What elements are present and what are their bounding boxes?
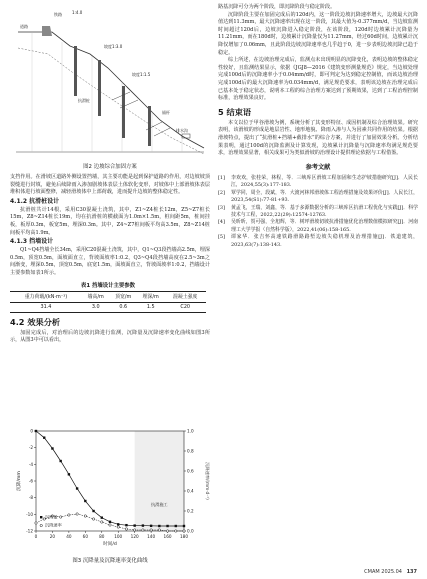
settlement-point (76, 487, 78, 489)
x-tick-label: 20 (49, 534, 56, 539)
fig1-label-h1: 1:4.0 (72, 10, 83, 15)
rate-point (133, 529, 135, 531)
rate-point (101, 521, 103, 523)
fig1-label-anchor: 锚杆 (162, 110, 170, 115)
reference-text: 谭家华．张吉怀高速铁路滑路路堑边坡失稳机理及治理措施[J]．铁道建筑，2023,63(7):138-143. (231, 234, 418, 248)
section-5-heading: 5 结束语 (218, 106, 252, 117)
table-header-row (10, 291, 206, 302)
references-title: 参考文献 (305, 163, 331, 171)
y-tick-label: 0 (30, 428, 33, 434)
x-axis-label: 时间/d (103, 542, 117, 547)
settlement-point (43, 436, 45, 438)
table-1-caption: 表1 挡墙设计主要参数 (80, 282, 136, 289)
right-column (218, 4, 418, 249)
left-paragraph-1: 支挡作用。在滑坡区道路外侧设置挡墙，其主要功能是起到保护道路的作用，对边坡坡顶裂缝进行封填，避免后续降雨入渗加剧坡体表层土体软化变形，对坡体中上部滑坡体表层堆积体进行坡面整修，减轻滑坡体中上部荷载，进而提升边坡的整体稳定性。 (10, 174, 210, 196)
rate-point (183, 530, 185, 532)
figure-2-caption: 图2 边坡综合加固方案 (83, 164, 137, 170)
x-tick-label: 100 (114, 534, 123, 539)
rate-point (68, 514, 70, 516)
reference-item (218, 175, 418, 189)
table-cell: 0.6 (119, 304, 128, 311)
settlement-point (101, 516, 103, 518)
reference-item (218, 219, 418, 233)
reinforcement-scheme-figure (12, 2, 208, 160)
settlement-point (51, 447, 53, 449)
table-header-cell: 顶宽/m (115, 294, 132, 301)
settlement-point (84, 500, 86, 502)
reference-item (218, 190, 418, 204)
annotation-label: 抗滑施工 (150, 502, 168, 507)
settlement-point (133, 524, 135, 526)
legend-label-settlement: 沉降量 (45, 514, 58, 520)
rate-point (59, 516, 61, 518)
left-column (10, 174, 210, 345)
rate-point (84, 515, 86, 517)
rate-point (150, 529, 152, 531)
journal-name: CMAM 2025.04 (364, 569, 402, 575)
y-tick-label: -12 (26, 528, 33, 534)
y-tick-label: -6 (28, 478, 33, 484)
figure-3-caption: 图3 沉降量及沉降速率变化曲线 (72, 558, 148, 564)
settlement-point (166, 525, 168, 527)
fig1-label-road: 道路 (20, 24, 28, 29)
table-header-cell: 埋深/m (142, 294, 159, 301)
settlement-point (68, 473, 70, 475)
reference-list (218, 175, 418, 249)
rate-point (142, 529, 144, 531)
x-tick-label: 160 (163, 534, 172, 539)
fig1-label-slope1: 坡度1:3.0 (104, 44, 123, 49)
reference-number: [5] (218, 234, 225, 241)
x-tick-label: 120 (130, 534, 139, 539)
fig1-label-drain: 排水沟 (176, 128, 188, 133)
right-paragraph-2: 沉降阶段主要在加固完成后的120d内，这一阶段边坡沉降速率增大，边坡最大沉降值达到11.3mm，最大沉降速率出现在这一阶段，其最大值为-0.377mm/d，当边坡监测时间超过120d后，边坡沉降进入稳定阶段，在该阶段，120d时边坡累计沉降量为11.21mm，而在180d时，边坡累计沉降量仅为11.27mm，经过60d时间，边坡累计沉降仅增加了0.06mm，且此阶段边坡沉降速率也几乎趋于0，进一步表明边坡沉降已趋于稳定。 (218, 11, 418, 56)
x-tick-label: 180 (180, 534, 188, 539)
rate-point (35, 522, 37, 524)
table-header-cell: 混凝土强度 (172, 294, 198, 301)
x-tick-label: 40 (66, 534, 72, 539)
table-cell: 1.5 (146, 304, 155, 311)
legend-label-rate: 沉降速率 (45, 522, 62, 528)
section-4-2-heading: 4.2 效果分析 (10, 316, 61, 327)
settlement-point (59, 460, 61, 462)
page-number: 137 (406, 569, 417, 575)
rate-point (125, 528, 127, 530)
table-cell: C20 (180, 304, 191, 311)
right-paragraph-3: 综上所述，在边坡治理完成后，监测点未出现明显的沉降变化，表明边坡的整体稳定性较好，且监测结果显示，依据《JGJ8—2016《建筑变形测量规范》规定，当边坡处理完成100d后的沉降速率小于0.04mm/d时，即可判定为达到稳定控制值，而该边坡治理完成100d后的最大沉降速率为0.034mm/d，满足规范要求，表明该边坡在治理完成后已基本处于稳定状态，说明本工程的综合治理方案达到了预期效果，达到了工程治理控制标准，治理效果良好。 (218, 57, 418, 102)
y2-tick-label: 0.0 (187, 528, 194, 534)
reference-text: 覃学同，周全，段斌，等．大渡河林邦滑坡体工程治理措施及效果评价[J]．人民长江，2023,54(S1):77-81+93. (231, 189, 418, 203)
section-4-1-3-heading: 4.1.3 挡墙设计 (10, 238, 54, 246)
y-tick-label: -8 (28, 495, 33, 501)
settlement-point (92, 510, 94, 512)
reference-item (218, 205, 418, 219)
rate-point (76, 513, 78, 515)
reference-number: [1] (218, 174, 225, 181)
table-cell: 31.4 (40, 304, 52, 311)
reference-text: 黄孟飞，王瑞，刘鑫，等．基于多源数据分析的三峡库区抗滑工程优化与实践[J]．科学技术与工程，2022,22(29):12574-12763. (231, 204, 418, 218)
reference-text: 李欢欢，张桂荣，林程，等．三峡库区滑坡工程加固和生态护坡措施研究[J]．人民长江，2024,55(3):177-183. (231, 174, 418, 188)
x-tick-label: 80 (99, 534, 105, 539)
left-paragraph-4: 加固完成后，对治理后的边坡沉降进行监测，沉降量及沉降速率变化曲线如图3所示，从图3中可以看出， (10, 329, 210, 344)
fig1-label-rail: 铁路 (54, 12, 62, 17)
settlement-point (183, 525, 185, 527)
fig1-label-pile: 抗滑桩 (78, 98, 90, 103)
y-tick-label: -2 (28, 445, 33, 451)
settlement-chart (14, 423, 210, 551)
y2-tick-label: 0.4 (187, 488, 194, 494)
rate-point (175, 530, 177, 532)
y-axis-label: 沉降/mm (17, 471, 22, 491)
settlement-point (117, 523, 119, 525)
left-paragraph-2: 抗滑桩共计14根，采用C30混凝土浇筑，其中，Z1~Z4桩长12m，Z5~Z7桩长15m，Z8~Z14桩长19m，均在抗滑桩的横截面为1.0m×1.5m，桩间距5m，桩间挂板，板厚0.3m，板宽5m，埋深0.3m。其中，Z4~Z7桩间板平均高3.5m，Z8~Z14桩间板平均高1.9m。 (10, 206, 210, 236)
wall-parameter-table (10, 291, 206, 313)
rate-point (158, 529, 160, 531)
y2-axis-label: 沉降速率/(mm·d⁻¹) (205, 462, 210, 500)
y2-tick-label: 1.0 (187, 428, 194, 434)
section-4-1-2-heading: 4.1.2 抗滑桩设计 (10, 197, 60, 205)
annotation-band (135, 431, 184, 531)
y-tick-label: -4 (28, 461, 33, 467)
y2-tick-label: 0.8 (187, 448, 194, 454)
rate-point (117, 526, 119, 528)
table-header-cell: 墙高/m (87, 294, 104, 301)
legend-marker-settlement (40, 516, 42, 518)
reference-text: 吴昕昕，贺可强，全旭辉，等．树坪滑坡切坡抗滑措施优化治理数值模拟研究[J]．河南理工大学学报（自然科学版），2022,41(06):158-165. (231, 219, 418, 233)
reference-item (218, 234, 418, 248)
left-paragraph-3: Q1~Q4挡墙全长34m，采用C20混凝土浇筑，其中，Q1~Q3段挡墙高2.5m，埋深0.5m，顶宽0.5m，面坡面直立，背坡面坡率1:0.2，Q3~Q4段挡墙高度在2.5~3m之间渐变，埋深0.5m，顶宽0.5m，底宽1.5m，面坡面直立，背坡面坡率1:0.2，挡墙设计主要参数如表1所示。 (10, 247, 210, 276)
right-paragraph-1: 路基沉降可分为两个阶段，即沉降阶段与稳定阶段。 (218, 4, 336, 10)
x-tick-label: 0 (34, 534, 38, 539)
rate-point (92, 518, 94, 520)
settlement-point (35, 430, 37, 432)
reference-number: [2] (218, 189, 225, 196)
settlement-point (158, 525, 160, 527)
fig1-label-slope2: 坡度1:1.5 (132, 72, 151, 77)
table-cell: 3.0 (91, 304, 100, 311)
y2-tick-label: 0.6 (187, 468, 194, 474)
right-paragraph-4: 本文以位于甲谷滑坡为例，系统分析了其变形特征、成因机制及综合治理效果。研究表明，该滑坡的形成是地层岩性、地形地貌、降雨入渗与人为因素共同作用的结果。根据滑坡特点，提出了“抗滑桩+挡墙+截排水”的综合方案，并进行了加固效果分析。分析结果表明，通过100d的沉降监测及计算发现，边坡累计沉降量与沉降速率均满足规范要求，治理效果显著，相关成果可为类似滑坡的治理设计提供理论依据与工程借鉴。 (218, 119, 418, 157)
settlement-point (175, 525, 177, 527)
table-header-cell: 重力荷载/(kN·m⁻³) (24, 294, 68, 301)
y-tick-label: -10 (26, 511, 33, 517)
rate-point (109, 524, 111, 526)
settlement-point (125, 524, 127, 526)
settlement-point (150, 525, 152, 527)
x-tick-label: 60 (82, 534, 89, 539)
reference-number: [4] (218, 219, 225, 226)
table-row (10, 302, 206, 312)
settlement-point (109, 521, 111, 523)
y2-tick-label: 0.2 (187, 508, 194, 514)
legend-marker-rate (40, 524, 42, 526)
page-footer (364, 569, 417, 575)
settlement-point (142, 524, 144, 526)
reference-number: [3] (218, 204, 225, 211)
x-tick-label: 140 (147, 534, 156, 539)
rate-point (166, 530, 168, 532)
